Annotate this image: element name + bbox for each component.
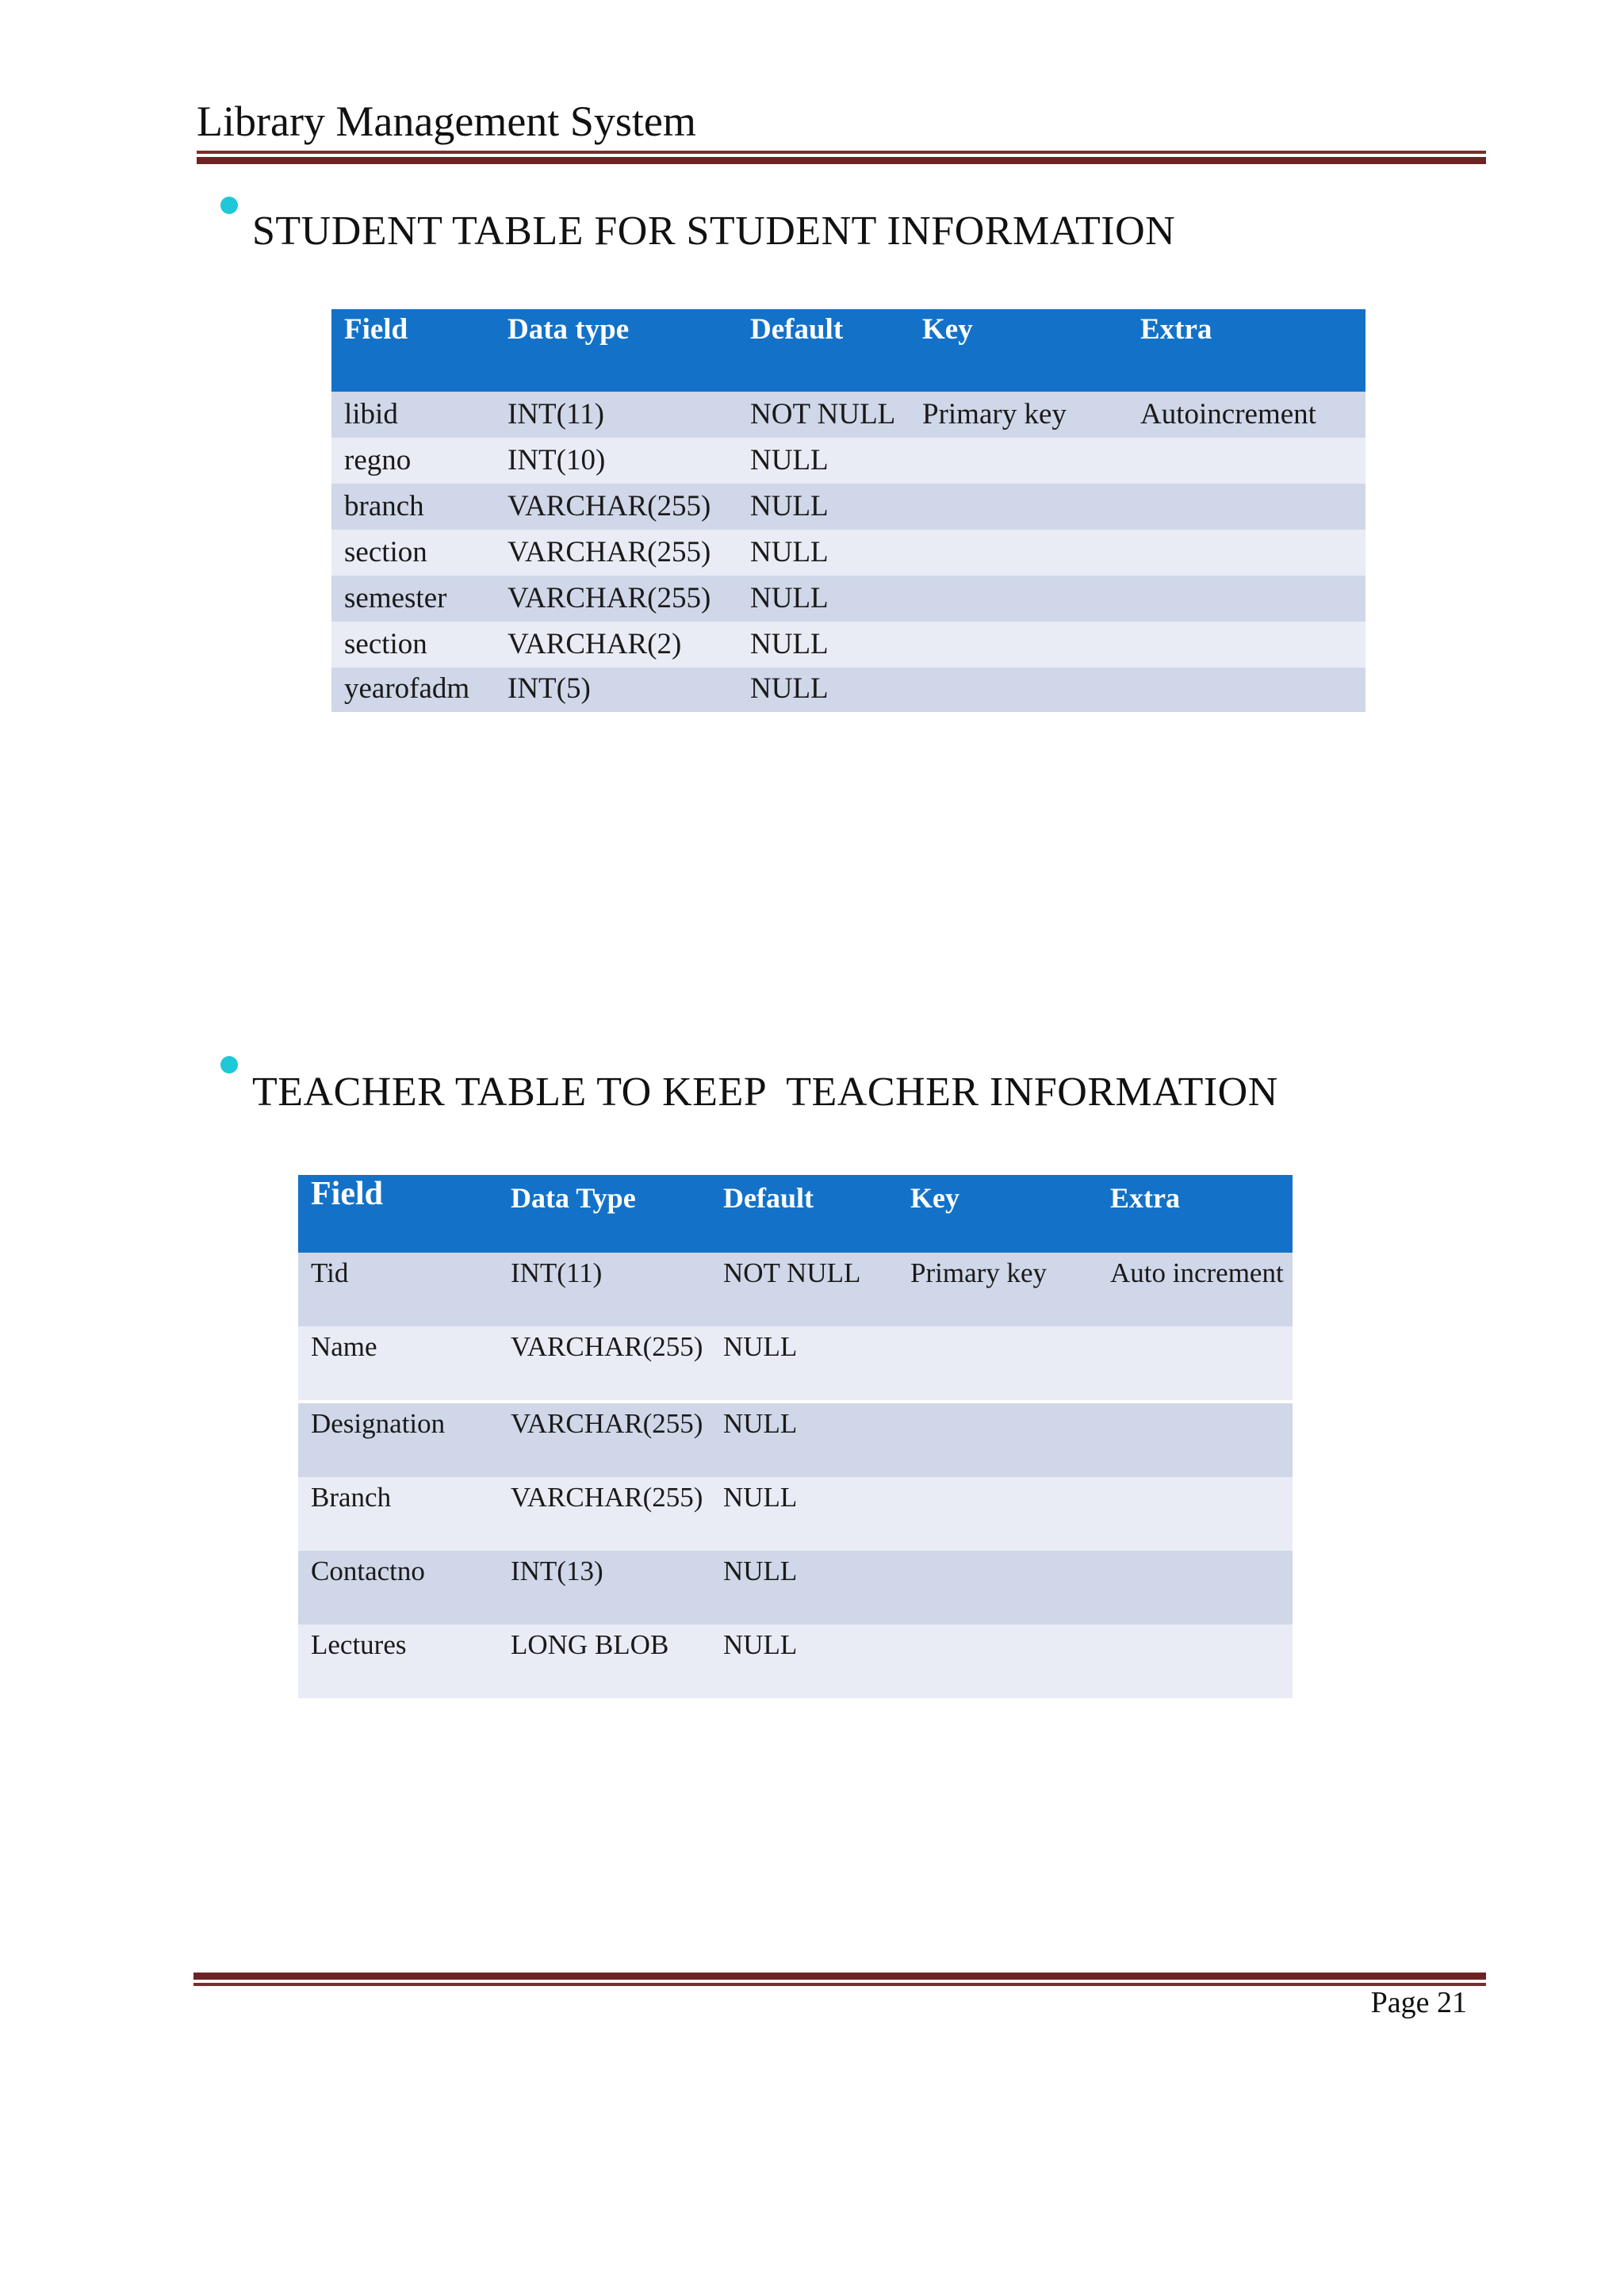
cell-extra: [1097, 1402, 1293, 1477]
teacher-table: [298, 1175, 1293, 1698]
cell-key: Primary key: [898, 1253, 1097, 1326]
cell-extra: [1128, 576, 1365, 622]
cell-key: [910, 622, 1128, 668]
column-header-field: Field: [298, 1175, 498, 1253]
table-row: [331, 622, 1365, 668]
cell-data-type: INT(5): [495, 668, 737, 712]
bullet-icon: [220, 197, 238, 214]
cell-field: Name: [298, 1326, 498, 1402]
cell-key: [898, 1326, 1097, 1402]
cell-key: [910, 576, 1128, 622]
cell-extra: [1128, 668, 1365, 712]
page-number: Page 21: [1370, 1986, 1467, 2019]
cell-data-type: VARCHAR(2): [495, 622, 737, 668]
table-row: [298, 1624, 1293, 1698]
cell-extra: Auto increment: [1097, 1253, 1293, 1326]
table-row: [331, 530, 1365, 576]
teacher-section-title: TEACHER TABLE TO KEEP TEACHER INFORMATION: [252, 1070, 1278, 1115]
cell-default: NULL: [710, 1551, 898, 1624]
cell-key: [910, 484, 1128, 530]
cell-field: Designation: [298, 1402, 498, 1477]
table-row: [331, 484, 1365, 530]
cell-key: [910, 668, 1128, 712]
column-header-extra: Extra: [1128, 309, 1365, 392]
table-row: [331, 438, 1365, 484]
cell-default: NOT NULL: [710, 1253, 898, 1326]
table-row: [298, 1326, 1293, 1402]
column-header-key: Key: [898, 1175, 1097, 1253]
cell-default: NULL: [737, 438, 910, 484]
cell-default: NULL: [737, 530, 910, 576]
cell-key: [898, 1624, 1097, 1698]
cell-extra: [1097, 1477, 1293, 1551]
cell-default: NULL: [710, 1477, 898, 1551]
bullet-icon: [220, 1056, 238, 1073]
student-table-header-row: [331, 309, 1365, 392]
column-header-default: Default: [737, 309, 910, 392]
cell-extra: [1128, 484, 1365, 530]
column-header-data-type: Data Type: [498, 1175, 710, 1253]
cell-default: NULL: [737, 576, 910, 622]
column-header-default: Default: [710, 1175, 898, 1253]
column-header-key: Key: [910, 309, 1128, 392]
cell-field: regno: [331, 438, 495, 484]
cell-data-type: LONG BLOB: [498, 1624, 710, 1698]
cell-data-type: INT(11): [498, 1253, 710, 1326]
cell-field: Lectures: [298, 1624, 498, 1698]
cell-default: NOT NULL: [737, 392, 910, 438]
cell-data-type: VARCHAR(255): [498, 1326, 710, 1402]
cell-extra: [1128, 530, 1365, 576]
cell-field: branch: [331, 484, 495, 530]
page-header-title: Library Management System: [197, 98, 696, 145]
cell-field: Branch: [298, 1477, 498, 1551]
cell-extra: [1128, 622, 1365, 668]
cell-field: Contactno: [298, 1551, 498, 1624]
table-row: [298, 1253, 1293, 1326]
cell-data-type: VARCHAR(255): [495, 576, 737, 622]
cell-default: NULL: [737, 484, 910, 530]
cell-key: [898, 1477, 1097, 1551]
column-header-extra: Extra: [1097, 1175, 1293, 1253]
cell-field: section: [331, 530, 495, 576]
table-row: [298, 1551, 1293, 1624]
column-header-data-type: Data type: [495, 309, 737, 392]
cell-field: libid: [331, 392, 495, 438]
cell-extra: [1097, 1326, 1293, 1402]
cell-default: NULL: [737, 668, 910, 712]
cell-default: NULL: [710, 1402, 898, 1477]
student-section-title: STUDENT TABLE FOR STUDENT INFORMATION: [252, 209, 1176, 254]
cell-key: [910, 530, 1128, 576]
column-header-field: Field: [331, 309, 495, 392]
cell-field: Tid: [298, 1253, 498, 1326]
cell-data-type: INT(10): [495, 438, 737, 484]
header-rule: [197, 151, 1486, 164]
table-row: [331, 668, 1365, 712]
table-row: [298, 1477, 1293, 1551]
table-row: [331, 576, 1365, 622]
cell-key: [910, 438, 1128, 484]
cell-key: Primary key: [910, 392, 1128, 438]
cell-data-type: VARCHAR(255): [495, 530, 737, 576]
cell-extra: [1128, 438, 1365, 484]
cell-extra: [1097, 1624, 1293, 1698]
cell-default: NULL: [710, 1326, 898, 1402]
teacher-table-header-row: [298, 1175, 1293, 1253]
cell-field: section: [331, 622, 495, 668]
student-table: [331, 309, 1365, 712]
cell-default: NULL: [737, 622, 910, 668]
cell-default: NULL: [710, 1624, 898, 1698]
cell-key: [898, 1551, 1097, 1624]
cell-data-type: VARCHAR(255): [498, 1477, 710, 1551]
cell-extra: [1097, 1551, 1293, 1624]
cell-data-type: VARCHAR(255): [498, 1402, 710, 1477]
cell-key: [898, 1402, 1097, 1477]
cell-data-type: INT(13): [498, 1551, 710, 1624]
cell-field: yearofadm: [331, 668, 495, 712]
cell-data-type: INT(11): [495, 392, 737, 438]
footer-rule: [193, 1973, 1486, 1986]
cell-extra: Autoincrement: [1128, 392, 1365, 438]
table-row: [331, 392, 1365, 438]
cell-data-type: VARCHAR(255): [495, 484, 737, 530]
table-row: [298, 1402, 1293, 1477]
cell-field: semester: [331, 576, 495, 622]
